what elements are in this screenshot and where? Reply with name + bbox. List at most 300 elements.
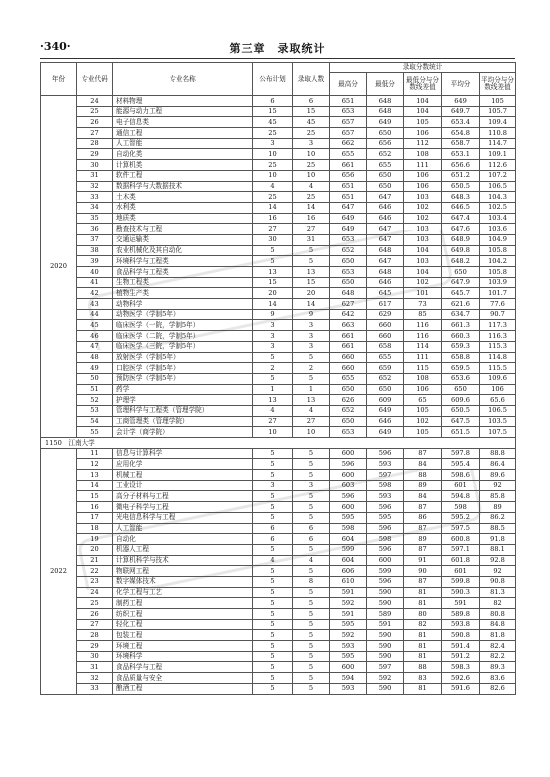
avg-diff-cell: 106 [480,384,516,395]
min-cell: 652 [367,149,404,160]
plan-cell: 5 [253,673,293,684]
max-cell: 610 [330,576,367,587]
max-cell: 592 [330,598,367,609]
avg-diff-cell: 88.8 [480,448,516,459]
plan-cell: 6 [253,96,293,107]
plan-cell: 13 [253,267,293,278]
table-row [41,416,516,427]
code-cell: 22 [77,566,113,577]
table-row [41,96,516,107]
min-cell: 649 [367,427,404,438]
page-number: ·340· [40,40,71,53]
admitted-cell: 13 [293,267,330,278]
min-diff-cell: 88 [404,470,442,481]
max-cell: 653 [330,106,367,117]
max-cell: 591 [330,587,367,598]
table-row [41,459,516,470]
avg-diff-cell: 65.6 [480,395,516,406]
table-row [41,341,516,352]
avg-cell: 659.5 [442,363,480,374]
name-cell: 酿酒工程 [113,683,253,694]
min-cell: 596 [367,576,404,587]
avg-cell: 601 [442,480,480,491]
avg-cell: 601 [442,566,480,577]
header-max: 最高分 [330,73,367,96]
max-cell: 655 [330,373,367,384]
avg-diff-cell: 103.6 [480,224,516,235]
min-diff-cell: 103 [404,256,442,267]
table-row [41,192,516,203]
min-cell: 647 [367,224,404,235]
min-cell: 648 [367,245,404,256]
avg-cell: 659.3 [442,341,480,352]
name-cell: 环境工程 [113,641,253,652]
min-cell: 658 [367,341,404,352]
name-cell: 数字媒体技术 [113,576,253,587]
admitted-cell: 4 [293,405,330,416]
avg-diff-cell: 115.3 [480,341,516,352]
avg-cell: 645.7 [442,288,480,299]
table-row [41,288,516,299]
table-row [41,128,516,139]
plan-cell: 25 [253,160,293,171]
header-min: 最低分 [367,73,404,96]
avg-cell: 599.8 [442,576,480,587]
admitted-cell: 15 [293,106,330,117]
code-cell: 30 [77,160,113,171]
code-cell: 27 [77,128,113,139]
code-cell: 17 [77,512,113,523]
table-row [41,630,516,641]
avg-cell: 649.8 [442,245,480,256]
admitted-cell: 6 [293,534,330,545]
avg-cell: 658.7 [442,138,480,149]
avg-diff-cell: 105 [480,96,516,107]
name-cell: 数据科学与大数据技术 [113,181,253,192]
avg-cell: 601.8 [442,555,480,566]
name-cell: 临床医学（二院，学制5年） [113,331,253,342]
min-diff-cell: 87 [404,544,442,555]
code-cell: 19 [77,534,113,545]
min-cell: 646 [367,213,404,224]
avg-diff-cell: 112.6 [480,160,516,171]
code-cell: 33 [77,683,113,694]
code-cell: 50 [77,373,113,384]
header-avg-diff: 平均分与分数线差值 [480,73,516,96]
admitted-cell: 31 [293,234,330,245]
avg-diff-cell: 105.7 [480,106,516,117]
max-cell: 661 [330,341,367,352]
admitted-cell: 16 [293,213,330,224]
admitted-cell: 10 [293,149,330,160]
avg-diff-cell: 104.3 [480,192,516,203]
min-diff-cell: 111 [404,352,442,363]
min-cell: 609 [367,395,404,406]
table-row [41,202,516,213]
code-cell: 25 [77,598,113,609]
code-cell: 44 [77,309,113,320]
min-cell: 590 [367,630,404,641]
admitted-cell: 45 [293,117,330,128]
plan-cell: 5 [253,502,293,513]
table-row [41,234,516,245]
min-diff-cell: 105 [404,117,442,128]
table-row [41,673,516,684]
max-cell: 661 [330,160,367,171]
avg-diff-cell: 116.3 [480,331,516,342]
min-cell: 647 [367,192,404,203]
avg-cell: 591.2 [442,651,480,662]
avg-diff-cell: 103.5 [480,416,516,427]
max-cell: 647 [330,202,367,213]
code-cell: 32 [77,181,113,192]
plan-cell: 25 [253,128,293,139]
code-cell: 27 [77,619,113,630]
code-cell: 38 [77,245,113,256]
admitted-cell: 5 [293,544,330,555]
min-diff-cell: 81 [404,598,442,609]
avg-cell: 597.8 [442,448,480,459]
admitted-cell: 25 [293,192,330,203]
avg-cell: 593.8 [442,619,480,630]
table-row [41,267,516,278]
admitted-cell: 5 [293,619,330,630]
min-cell: 590 [367,683,404,694]
max-cell: 596 [330,459,367,470]
avg-diff-cell: 88.1 [480,544,516,555]
table-row [41,224,516,235]
avg-diff-cell: 105.8 [480,245,516,256]
min-diff-cell: 116 [404,320,442,331]
code-cell: 47 [77,341,113,352]
min-cell: 629 [367,309,404,320]
min-diff-cell: 104 [404,106,442,117]
avg-diff-cell: 117.3 [480,320,516,331]
avg-diff-cell: 92 [480,566,516,577]
plan-cell: 10 [253,170,293,181]
max-cell: 626 [330,395,367,406]
table-row [41,106,516,117]
min-diff-cell: 91 [404,555,442,566]
plan-cell: 15 [253,277,293,288]
max-cell: 660 [330,352,367,363]
plan-cell: 4 [253,405,293,416]
avg-diff-cell: 104.2 [480,256,516,267]
min-cell: 592 [367,673,404,684]
avg-cell: 648.2 [442,256,480,267]
name-cell: 机器人工程 [113,544,253,555]
plan-cell: 5 [253,630,293,641]
avg-diff-cell: 85.8 [480,491,516,502]
plan-cell: 5 [253,576,293,587]
min-diff-cell: 108 [404,149,442,160]
plan-cell: 5 [253,683,293,694]
avg-diff-cell: 105.8 [480,267,516,278]
table-row [41,651,516,662]
code-cell: 36 [77,224,113,235]
avg-cell: 650.5 [442,181,480,192]
min-diff-cell: 111 [404,160,442,171]
avg-cell: 595.4 [442,459,480,470]
plan-cell: 1 [253,384,293,395]
name-cell: 包装工程 [113,630,253,641]
name-cell: 管理科学与工程类（管理学院） [113,405,253,416]
max-cell: 600 [330,662,367,673]
table-row [41,395,516,406]
min-diff-cell: 115 [404,363,442,374]
admitted-cell: 27 [293,224,330,235]
avg-cell: 648.9 [442,234,480,245]
min-diff-cell: 106 [404,384,442,395]
plan-cell: 5 [253,641,293,652]
plan-cell: 6 [253,534,293,545]
code-cell: 20 [77,544,113,555]
max-cell: 603 [330,480,367,491]
admitted-cell: 9 [293,309,330,320]
admitted-cell: 10 [293,427,330,438]
max-cell: 656 [330,170,367,181]
avg-diff-cell: 81.3 [480,587,516,598]
admitted-cell: 4 [293,555,330,566]
max-cell: 663 [330,320,367,331]
min-cell: 650 [367,128,404,139]
code-cell: 52 [77,395,113,406]
min-diff-cell: 81 [404,587,442,598]
name-cell: 食品科学与工程类 [113,267,253,278]
admitted-cell: 3 [293,331,330,342]
plan-cell: 5 [253,373,293,384]
min-cell: 596 [367,544,404,555]
name-cell: 化学工程与工艺 [113,587,253,598]
name-cell: 信息与计算科学 [113,448,253,459]
admitted-cell: 10 [293,170,330,181]
plan-cell: 6 [253,523,293,534]
admitted-cell: 3 [293,480,330,491]
name-cell: 土木类 [113,192,253,203]
avg-diff-cell: 82.2 [480,651,516,662]
min-diff-cell: 82 [404,619,442,630]
table-row [41,213,516,224]
name-cell: 通信工程 [113,128,253,139]
min-diff-cell: 101 [404,288,442,299]
code-cell: 46 [77,331,113,342]
min-diff-cell: 102 [404,213,442,224]
min-diff-cell: 81 [404,630,442,641]
plan-cell: 5 [253,598,293,609]
name-cell: 物联网工程 [113,566,253,577]
avg-cell: 650.5 [442,405,480,416]
max-cell: 655 [330,149,367,160]
header-name: 专业名称 [113,63,253,96]
avg-cell: 653.1 [442,149,480,160]
plan-cell: 5 [253,619,293,630]
max-cell: 591 [330,609,367,620]
admitted-cell: 25 [293,128,330,139]
admitted-cell: 25 [293,160,330,171]
plan-cell: 3 [253,320,293,331]
min-diff-cell: 81 [404,651,442,662]
name-cell: 预防医学（学制5年） [113,373,253,384]
max-cell: 596 [330,491,367,502]
avg-diff-cell: 104.9 [480,234,516,245]
avg-diff-cell: 102.5 [480,202,516,213]
avg-diff-cell: 109.6 [480,373,516,384]
avg-diff-cell: 86.2 [480,512,516,523]
code-cell: 26 [77,117,113,128]
min-diff-cell: 104 [404,96,442,107]
max-cell: 651 [330,192,367,203]
table-row [41,534,516,545]
table-row [41,555,516,566]
max-cell: 651 [330,181,367,192]
max-cell: 652 [330,245,367,256]
name-cell: 勘查技术与工程 [113,224,253,235]
admitted-cell: 14 [293,299,330,310]
avg-cell: 651.5 [442,427,480,438]
min-diff-cell: 103 [404,234,442,245]
min-cell: 593 [367,459,404,470]
max-cell: 627 [330,299,367,310]
max-cell: 606 [330,566,367,577]
code-cell: 23 [77,576,113,587]
code-cell: 12 [77,459,113,470]
avg-cell: 646.5 [442,202,480,213]
table-row [41,309,516,320]
code-cell: 51 [77,384,113,395]
admitted-cell: 13 [293,395,330,406]
avg-cell: 600.8 [442,534,480,545]
avg-cell: 654.8 [442,128,480,139]
min-cell: 660 [367,331,404,342]
name-cell: 自动化 [113,534,253,545]
min-diff-cell: 88 [404,662,442,673]
table-row [41,523,516,534]
table-row [41,598,516,609]
min-cell: 646 [367,277,404,288]
plan-cell: 14 [253,299,293,310]
admitted-cell: 5 [293,587,330,598]
min-diff-cell: 112 [404,138,442,149]
name-cell: 软件工程 [113,170,253,181]
max-cell: 661 [330,331,367,342]
header-code: 专业代码 [77,63,113,96]
plan-cell: 16 [253,213,293,224]
name-cell: 食品质量与安全 [113,673,253,684]
min-cell: 659 [367,363,404,374]
table-row [41,587,516,598]
code-cell: 42 [77,288,113,299]
min-cell: 590 [367,587,404,598]
min-cell: 595 [367,512,404,523]
name-cell: 临床医学（一院，学制5年） [113,320,253,331]
admitted-cell: 20 [293,288,330,299]
code-cell: 16 [77,502,113,513]
name-cell: 交通运输类 [113,234,253,245]
plan-cell: 5 [253,352,293,363]
code-cell: 31 [77,170,113,181]
table-row [41,299,516,310]
min-diff-cell: 114 [404,341,442,352]
name-cell: 应用化学 [113,459,253,470]
avg-diff-cell: 89.6 [480,470,516,481]
admitted-cell: 6 [293,523,330,534]
min-cell: 596 [367,502,404,513]
year-cell: 2020 [41,96,77,438]
plan-cell: 5 [253,609,293,620]
min-cell: 591 [367,619,404,630]
min-cell: 596 [367,448,404,459]
avg-diff-cell: 82.4 [480,641,516,652]
max-cell: 653 [330,427,367,438]
admitted-cell: 14 [293,202,330,213]
min-diff-cell: 86 [404,512,442,523]
max-cell: 595 [330,512,367,523]
min-cell: 655 [367,352,404,363]
plan-cell: 10 [253,427,293,438]
name-cell: 自动化类 [113,149,253,160]
avg-diff-cell: 107.5 [480,427,516,438]
max-cell: 649 [330,224,367,235]
code-cell: 55 [77,427,113,438]
code-cell: 29 [77,641,113,652]
admitted-cell: 5 [293,352,330,363]
min-diff-cell: 105 [404,405,442,416]
table-row [41,491,516,502]
table-row [41,470,516,481]
name-cell: 地质类 [113,213,253,224]
min-diff-cell: 106 [404,128,442,139]
admitted-cell: 5 [293,598,330,609]
avg-diff-cell: 114.8 [480,352,516,363]
max-cell: 600 [330,448,367,459]
min-cell: 649 [367,117,404,128]
name-cell: 环境科学 [113,651,253,662]
code-cell: 21 [77,555,113,566]
code-cell: 15 [77,491,113,502]
plan-cell: 5 [253,662,293,673]
plan-cell: 14 [253,202,293,213]
min-cell: 646 [367,416,404,427]
table-row [41,544,516,555]
table-row [41,683,516,694]
avg-cell: 591.4 [442,641,480,652]
header-avg: 平均分 [442,73,480,96]
min-diff-cell: 104 [404,245,442,256]
avg-cell: 595.2 [442,512,480,523]
avg-cell: 647.6 [442,224,480,235]
min-diff-cell: 87 [404,448,442,459]
table-row [41,245,516,256]
avg-diff-cell: 103.4 [480,213,516,224]
admission-table [40,62,516,695]
avg-diff-cell: 106.5 [480,405,516,416]
min-cell: 646 [367,202,404,213]
max-cell: 594 [330,673,367,684]
avg-cell: 647.4 [442,213,480,224]
name-cell: 计算机类 [113,160,253,171]
table-row [41,373,516,384]
code-cell: 32 [77,673,113,684]
max-cell: 662 [330,138,367,149]
code-cell: 25 [77,106,113,117]
admitted-cell: 5 [293,662,330,673]
min-cell: 599 [367,566,404,577]
plan-cell: 27 [253,416,293,427]
plan-cell: 5 [253,470,293,481]
admitted-cell: 4 [293,181,330,192]
min-diff-cell: 87 [404,576,442,587]
plan-cell: 20 [253,288,293,299]
